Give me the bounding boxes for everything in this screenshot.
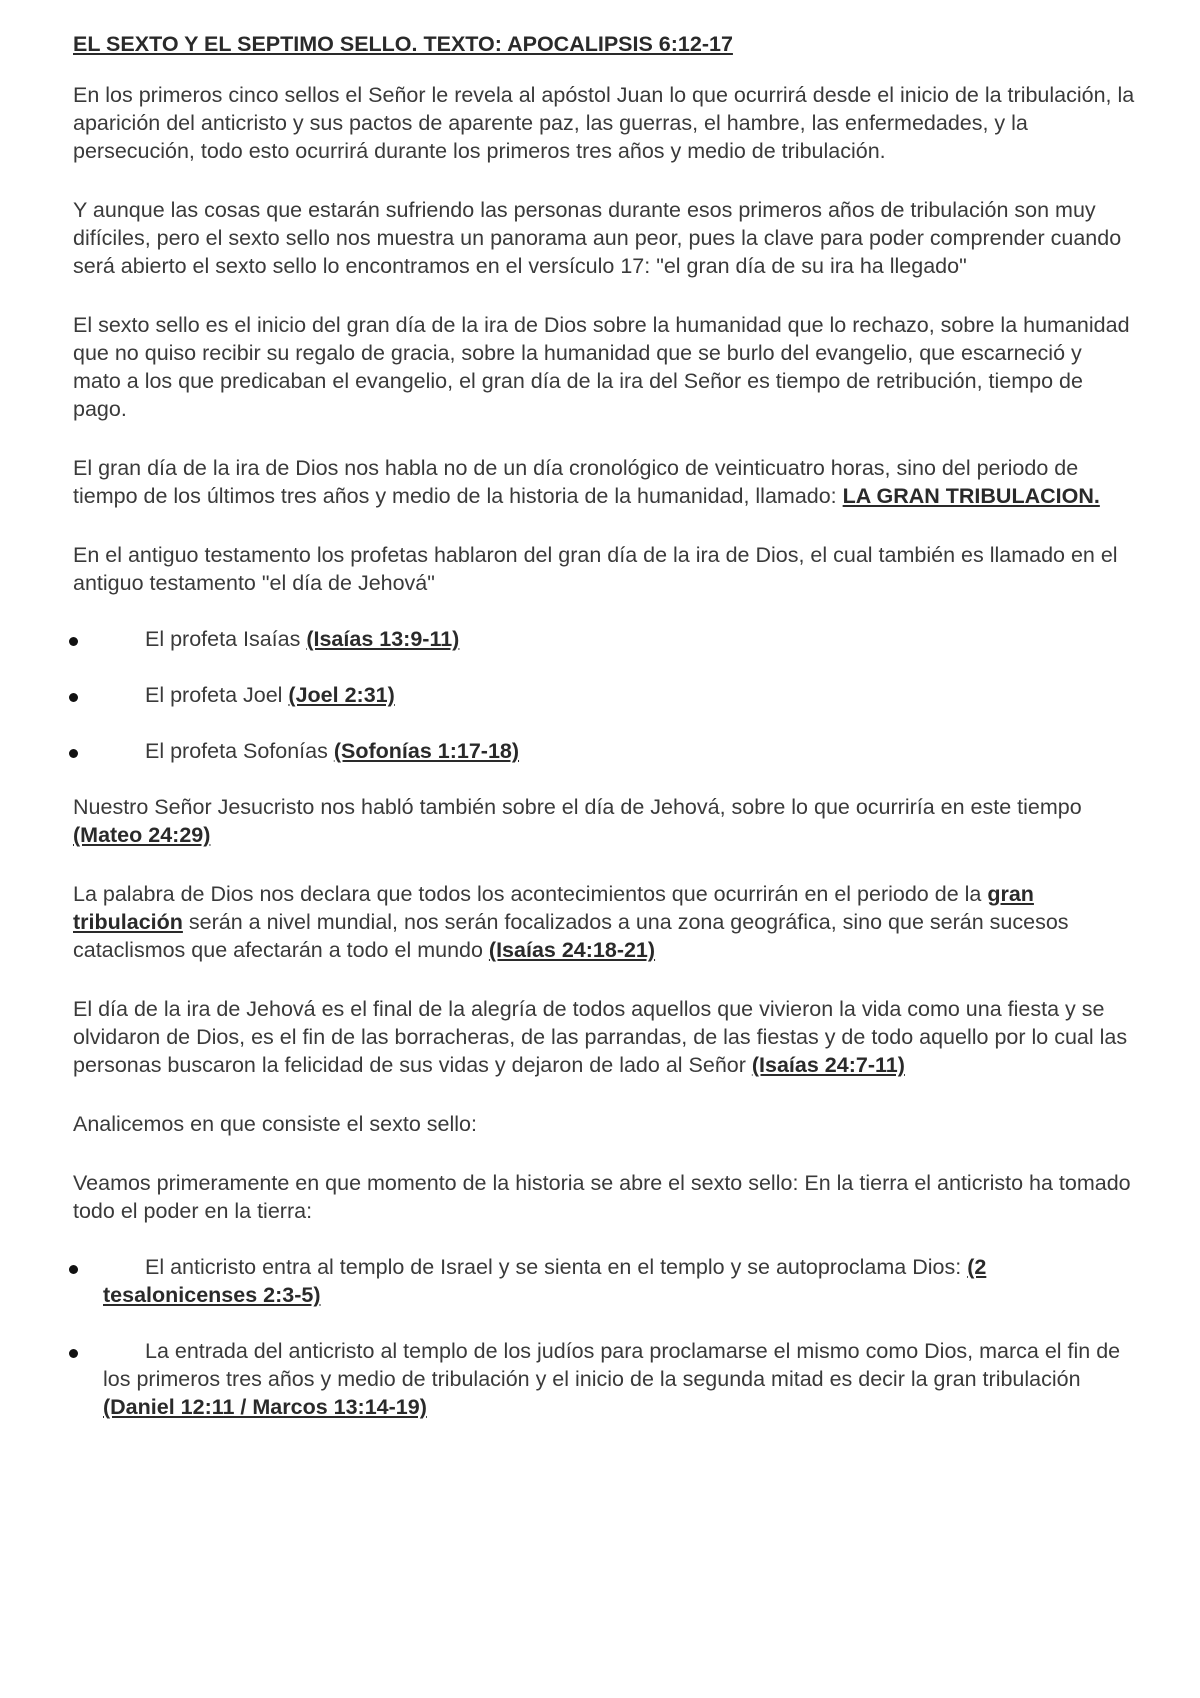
paragraph-text: La palabra de Dios nos declara que todos los acontecimientos que ocurrirán en el periodo de la (73, 882, 988, 906)
list-item (73, 1253, 1135, 1309)
antichrist-list (73, 1253, 1135, 1421)
paragraph-sixth-seal-context: Y aunque las cosas que estarán sufriendo las personas durante esos primeros años de tribulación son muy difíciles, pero el sexto sello nos muestra un panorama aun peor, pues la clave para poder comprender cuando será abierto el sexto sello lo encontramos en el versículo 17: "el gran día de su ira ha llegado" (73, 198, 1122, 278)
list-item-text: El anticristo entra al templo de Israel y se sienta en el templo y se autoproclama Dios: (145, 1255, 968, 1279)
list-item-text: El profeta Joel (145, 683, 289, 707)
scripture-reference: (Sofonías 1:17-18) (333, 739, 520, 763)
paragraph-intro: En los primeros cinco sellos el Señor le revela al apóstol Juan lo que ocurrirá desde el inicio de la tribulación, la aparición del anticristo y sus pactos de aparente paz, las guerras, el hambre, las enfermedades, y la persecución, todo esto ocurrirá durante los primeros tres años y medio de tribulación. (73, 83, 1135, 163)
paragraph-great-day (73, 454, 1135, 510)
scripture-reference: (Mateo 24:29) (73, 823, 211, 847)
document-page (73, 30, 1135, 1449)
list-item-text: La entrada del anticristo al templo de los judíos para proclamarse el mismo como Dios, marca el fin de los primeros tres años y medio de tribulación y el inicio de la segunda mitad es decir la gran tribulación (103, 1339, 1121, 1391)
paragraph-moment: Veamos primeramente en que momento de la historia se abre el sexto sello: En la tierra el anticristo ha tomado todo el poder en la tierra: (73, 1171, 1131, 1223)
list-item (73, 681, 1135, 709)
bullet-icon (69, 1265, 78, 1274)
bullet-icon (69, 749, 78, 758)
prophets-list (73, 625, 1135, 765)
list-item (73, 737, 1135, 765)
paragraph-old-testament: En el antiguo testamento los profetas hablaron del gran día de la ira de Dios, el cual también es llamado en el antiguo testamento "el día de Jehová" (73, 543, 1118, 595)
paragraph-jesus (73, 793, 1135, 849)
list-item (73, 625, 1135, 653)
paragraph-sixth-seal-meaning: El sexto sello es el inicio del gran día de la ira de Dios sobre la humanidad que lo rechazo, sobre la humanidad que no quiso recibir su regalo de gracia, sobre la humanidad que se burlo del evangelio, que escarneció y mato a los que predicaban el evangelio, el gran día de la ira del Señor es tiempo de retribución, tiempo de pago. (73, 313, 1130, 421)
scripture-reference: (Joel 2:31) (288, 683, 395, 707)
paragraph-text: Nuestro Señor Jesucristo nos habló también sobre el día de Jehová, sobre lo que ocurriría en este tiempo (73, 795, 1082, 819)
paragraph-text: El día de la ira de Jehová es el final de la alegría de todos aquellos que vivieron la vida como una fiesta y se olvidaron de Dios, es el fin de las borracheras, de las parrandas, de las fiestas y de todo aquello por lo cual las personas buscaron la felicidad de sus vidas y dejaron de lado al Señor (73, 997, 1128, 1077)
scripture-reference: (Isaías 24:18-21) (488, 938, 656, 962)
list-item (73, 1337, 1135, 1421)
great-tribulation-reference: LA GRAN TRIBULACION. (842, 484, 1100, 508)
scripture-reference: (2 tesalonicenses 2:3-5) (103, 1255, 987, 1307)
great-tribulation-link: gran tribulación (73, 882, 1034, 934)
scripture-reference: (Isaías 24:7-11) (751, 1053, 905, 1077)
list-item-text: El profeta Isaías (145, 627, 307, 651)
scripture-reference: (Daniel 12:11 / Marcos 13:14-19) (103, 1395, 427, 1419)
scripture-reference: (Isaías 13:9-11) (306, 627, 460, 651)
bullet-icon (69, 637, 78, 646)
bullet-icon (69, 1349, 78, 1358)
paragraph-text: El gran día de la ira de Dios nos habla no de un día cronológico de veinticuatro horas, sino del periodo de tiempo de los últimos tres años y medio de la historia de la humanidad, llamado: (73, 456, 1079, 508)
list-item-text: El profeta Sofonías (145, 739, 334, 763)
paragraph-worldwide-events (73, 880, 1135, 964)
paragraph-end-of-joy (73, 995, 1135, 1079)
bullet-icon (69, 693, 78, 702)
paragraph-analysis: Analicemos en que consiste el sexto sello: (73, 1112, 477, 1136)
document-title: EL SEXTO Y EL SEPTIMO SELLO. TEXTO: APOCALIPSIS 6:12-17 (73, 32, 733, 56)
paragraph-text: serán a nivel mundial, nos serán focalizados a una zona geográfica, sino que serán sucesos cataclismos que afectarán a todo el mundo (73, 910, 1069, 962)
